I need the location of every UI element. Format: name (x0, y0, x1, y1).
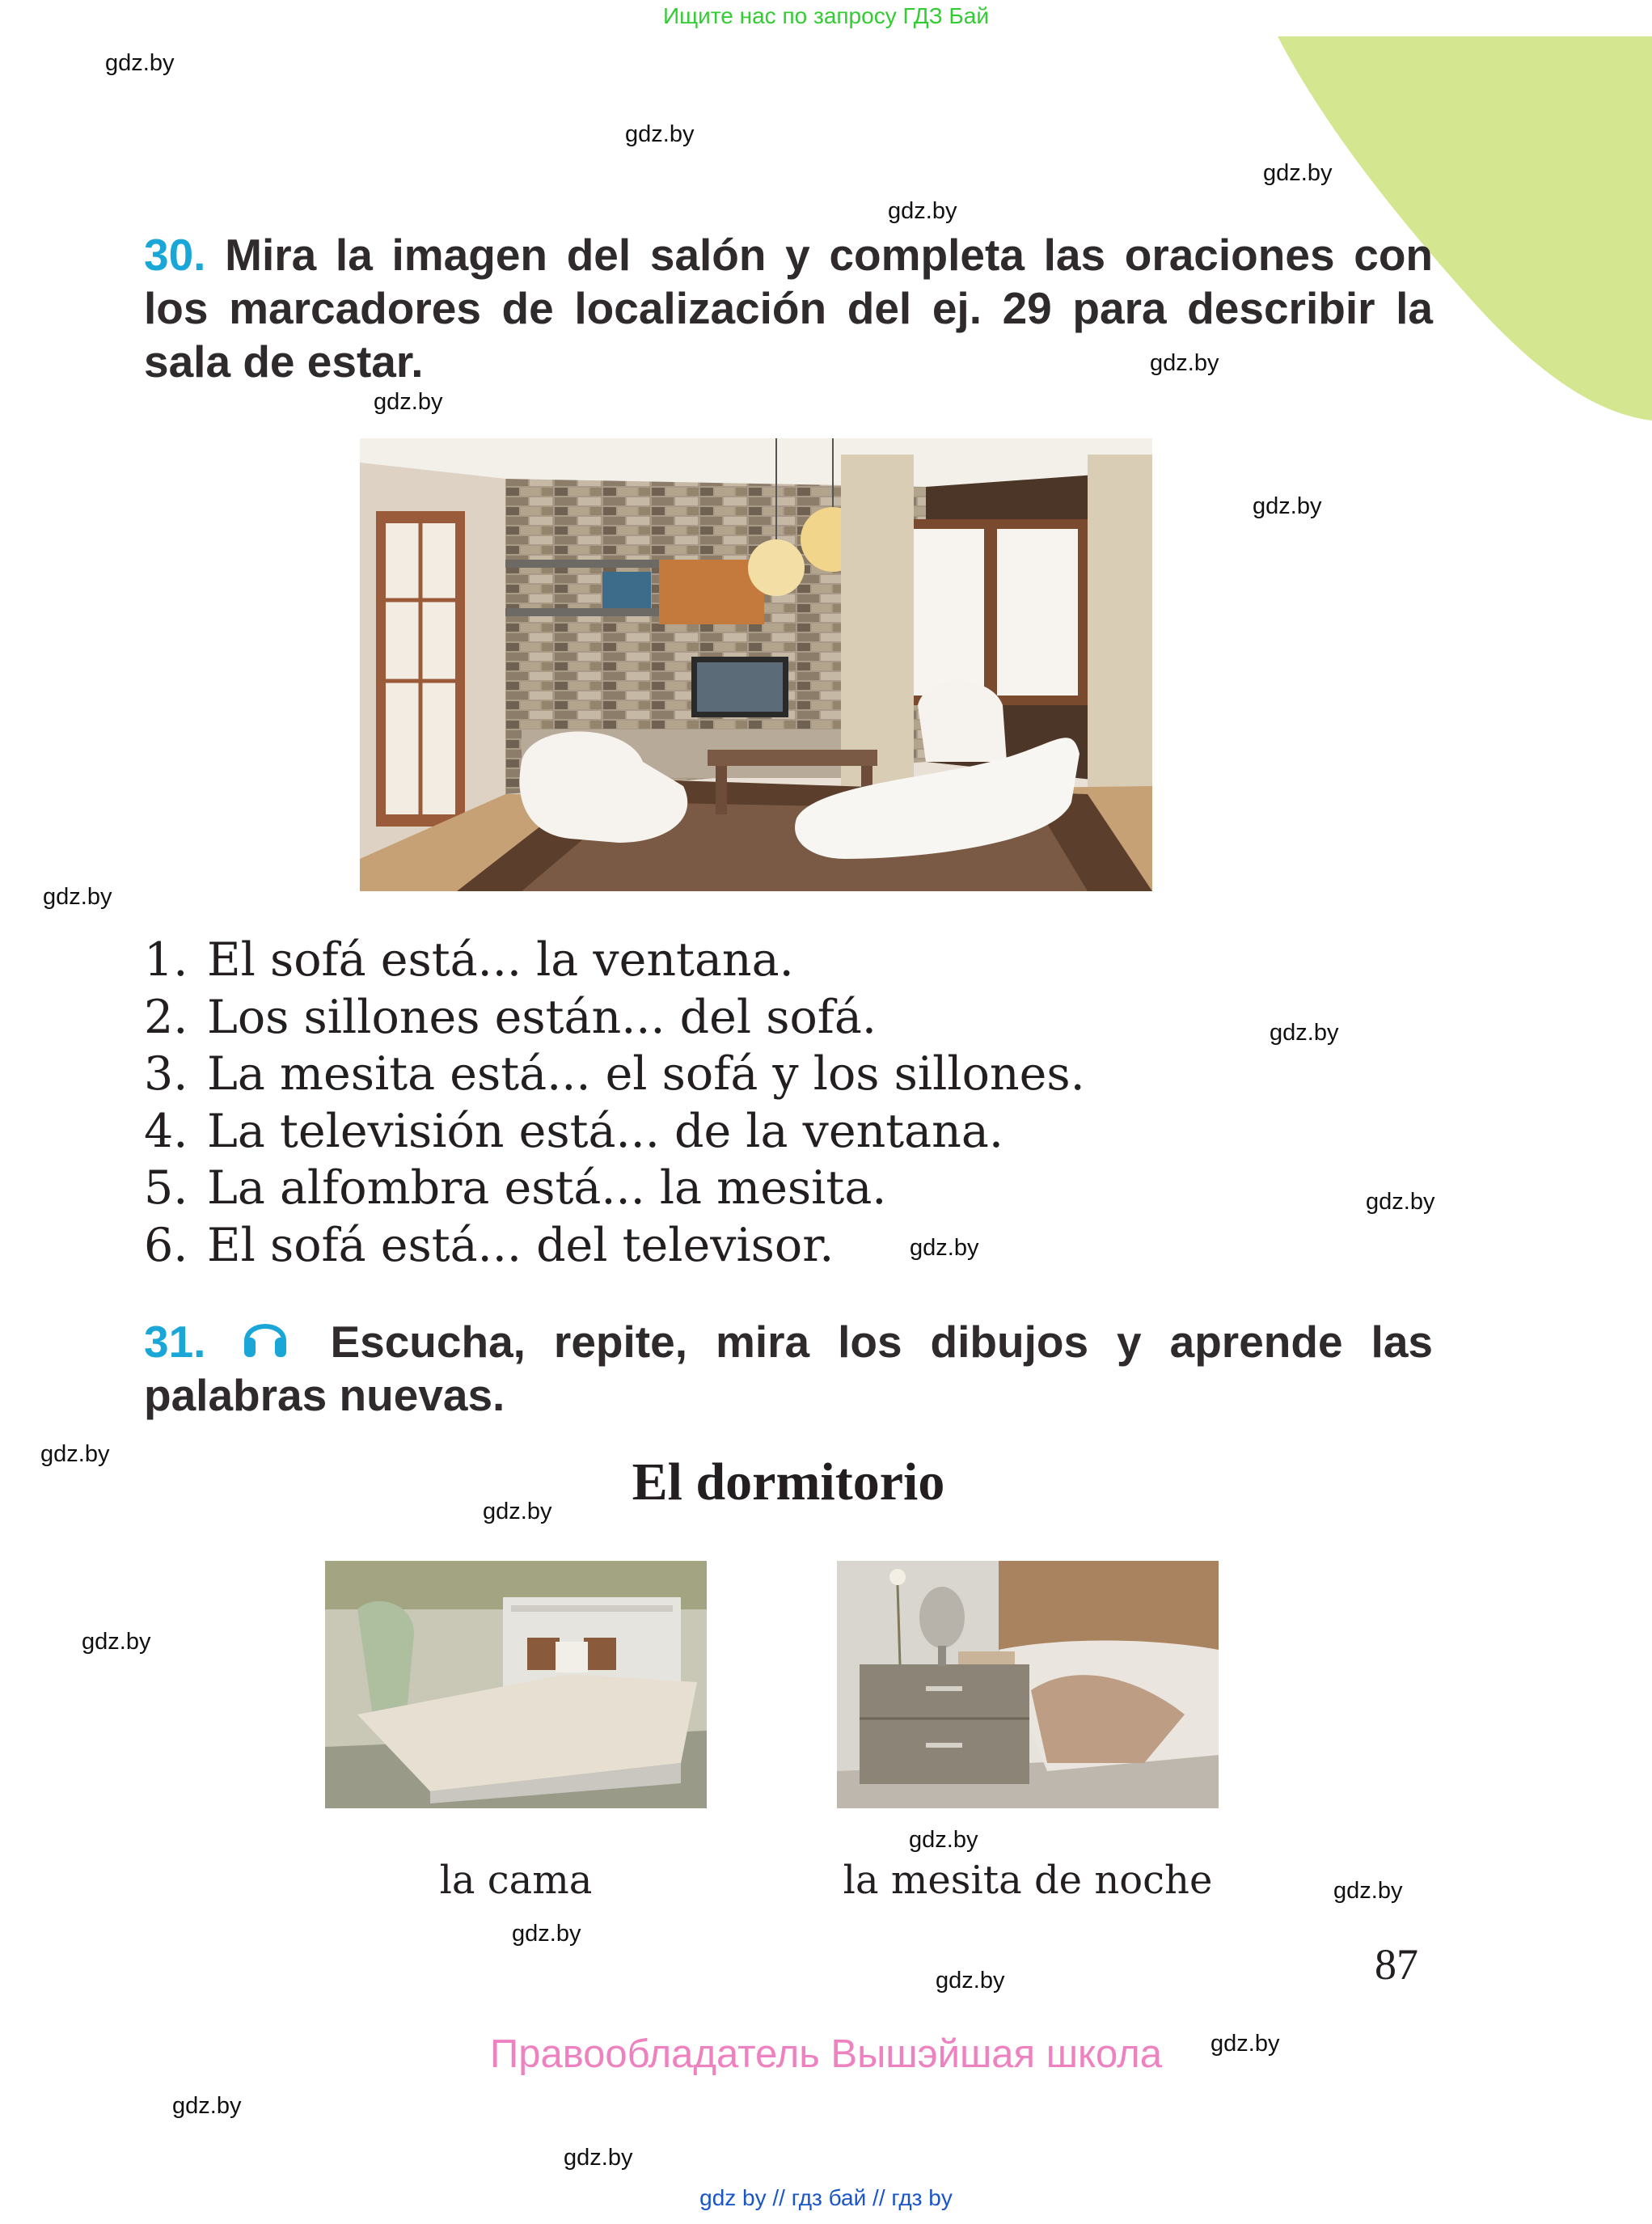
watermark: gdz.by (483, 1499, 552, 1524)
watermark: gdz.by (1333, 1878, 1403, 1904)
watermark: gdz.by (1150, 350, 1219, 376)
watermark: gdz.by (82, 1629, 151, 1655)
watermark: gdz.by (105, 50, 175, 76)
watermark: gdz.by (625, 121, 695, 147)
watermark: gdz.by (1366, 1189, 1435, 1215)
watermark: gdz.by (936, 1968, 1005, 1994)
exercise-31-instruction (144, 1310, 1433, 1422)
nightstand-photo (837, 1561, 1219, 1808)
list-item: 4. La televisión está... de la ventana. (144, 1104, 1003, 1158)
watermark: gdz.by (172, 2093, 242, 2119)
list-item: 1. El sofá está... la ventana. (144, 933, 794, 987)
section-title: El dormitorio (632, 1452, 945, 1512)
exercise-number: 31. (144, 1317, 206, 1367)
watermark: gdz.by (1270, 1020, 1339, 1046)
exercise-text: Escucha, repite, mira los dibujos y aprende las palabras nuevas. (144, 1317, 1434, 1420)
watermark: gdz.by (910, 1235, 979, 1261)
watermark: gdz.by (43, 884, 112, 910)
page-number: 87 (1375, 1940, 1418, 1989)
top-banner[interactable]: Ищите нас по запросу ГДЗ Бай (662, 3, 990, 28)
caption-bed: la cama (439, 1858, 593, 1903)
caption-nightstand: la mesita de noche (843, 1858, 1213, 1903)
list-item: 2. Los sillones están... del sofá. (144, 990, 877, 1044)
living-room-photo (360, 438, 1152, 891)
sentence-list (144, 932, 1085, 1275)
list-item: 3. La mesita está... el sofá y los sillones. (144, 1047, 1085, 1101)
list-item: 5. La alfombra está... la mesita. (144, 1161, 887, 1216)
exercise-30-instruction (144, 228, 1433, 388)
watermark: gdz.by (888, 198, 957, 224)
bed-photo (325, 1561, 707, 1808)
copyright-holder: Правообладатель Вышэйшая школа (489, 2032, 1163, 2076)
watermark: gdz.by (1263, 160, 1333, 186)
watermark: gdz.by (40, 1441, 110, 1467)
exercise-number: 30. (144, 230, 206, 280)
exercise-text: Mira la imagen del salón y completa las oraciones con los marcadores de localización del ej. 29 para describir la sala de estar. (144, 230, 1434, 387)
watermark: gdz.by (1253, 493, 1322, 519)
bottom-links[interactable]: gdz by // гдз бай // гдз by (699, 2185, 953, 2210)
watermark: gdz.by (564, 2145, 633, 2171)
watermark: gdz.by (374, 389, 443, 415)
headphones-icon[interactable] (240, 1310, 290, 1360)
watermark: gdz.by (1210, 2031, 1280, 2057)
watermark: gdz.by (909, 1827, 978, 1853)
list-item: 6. El sofá está... del televisor. (144, 1218, 834, 1272)
watermark: gdz.by (512, 1921, 581, 1947)
